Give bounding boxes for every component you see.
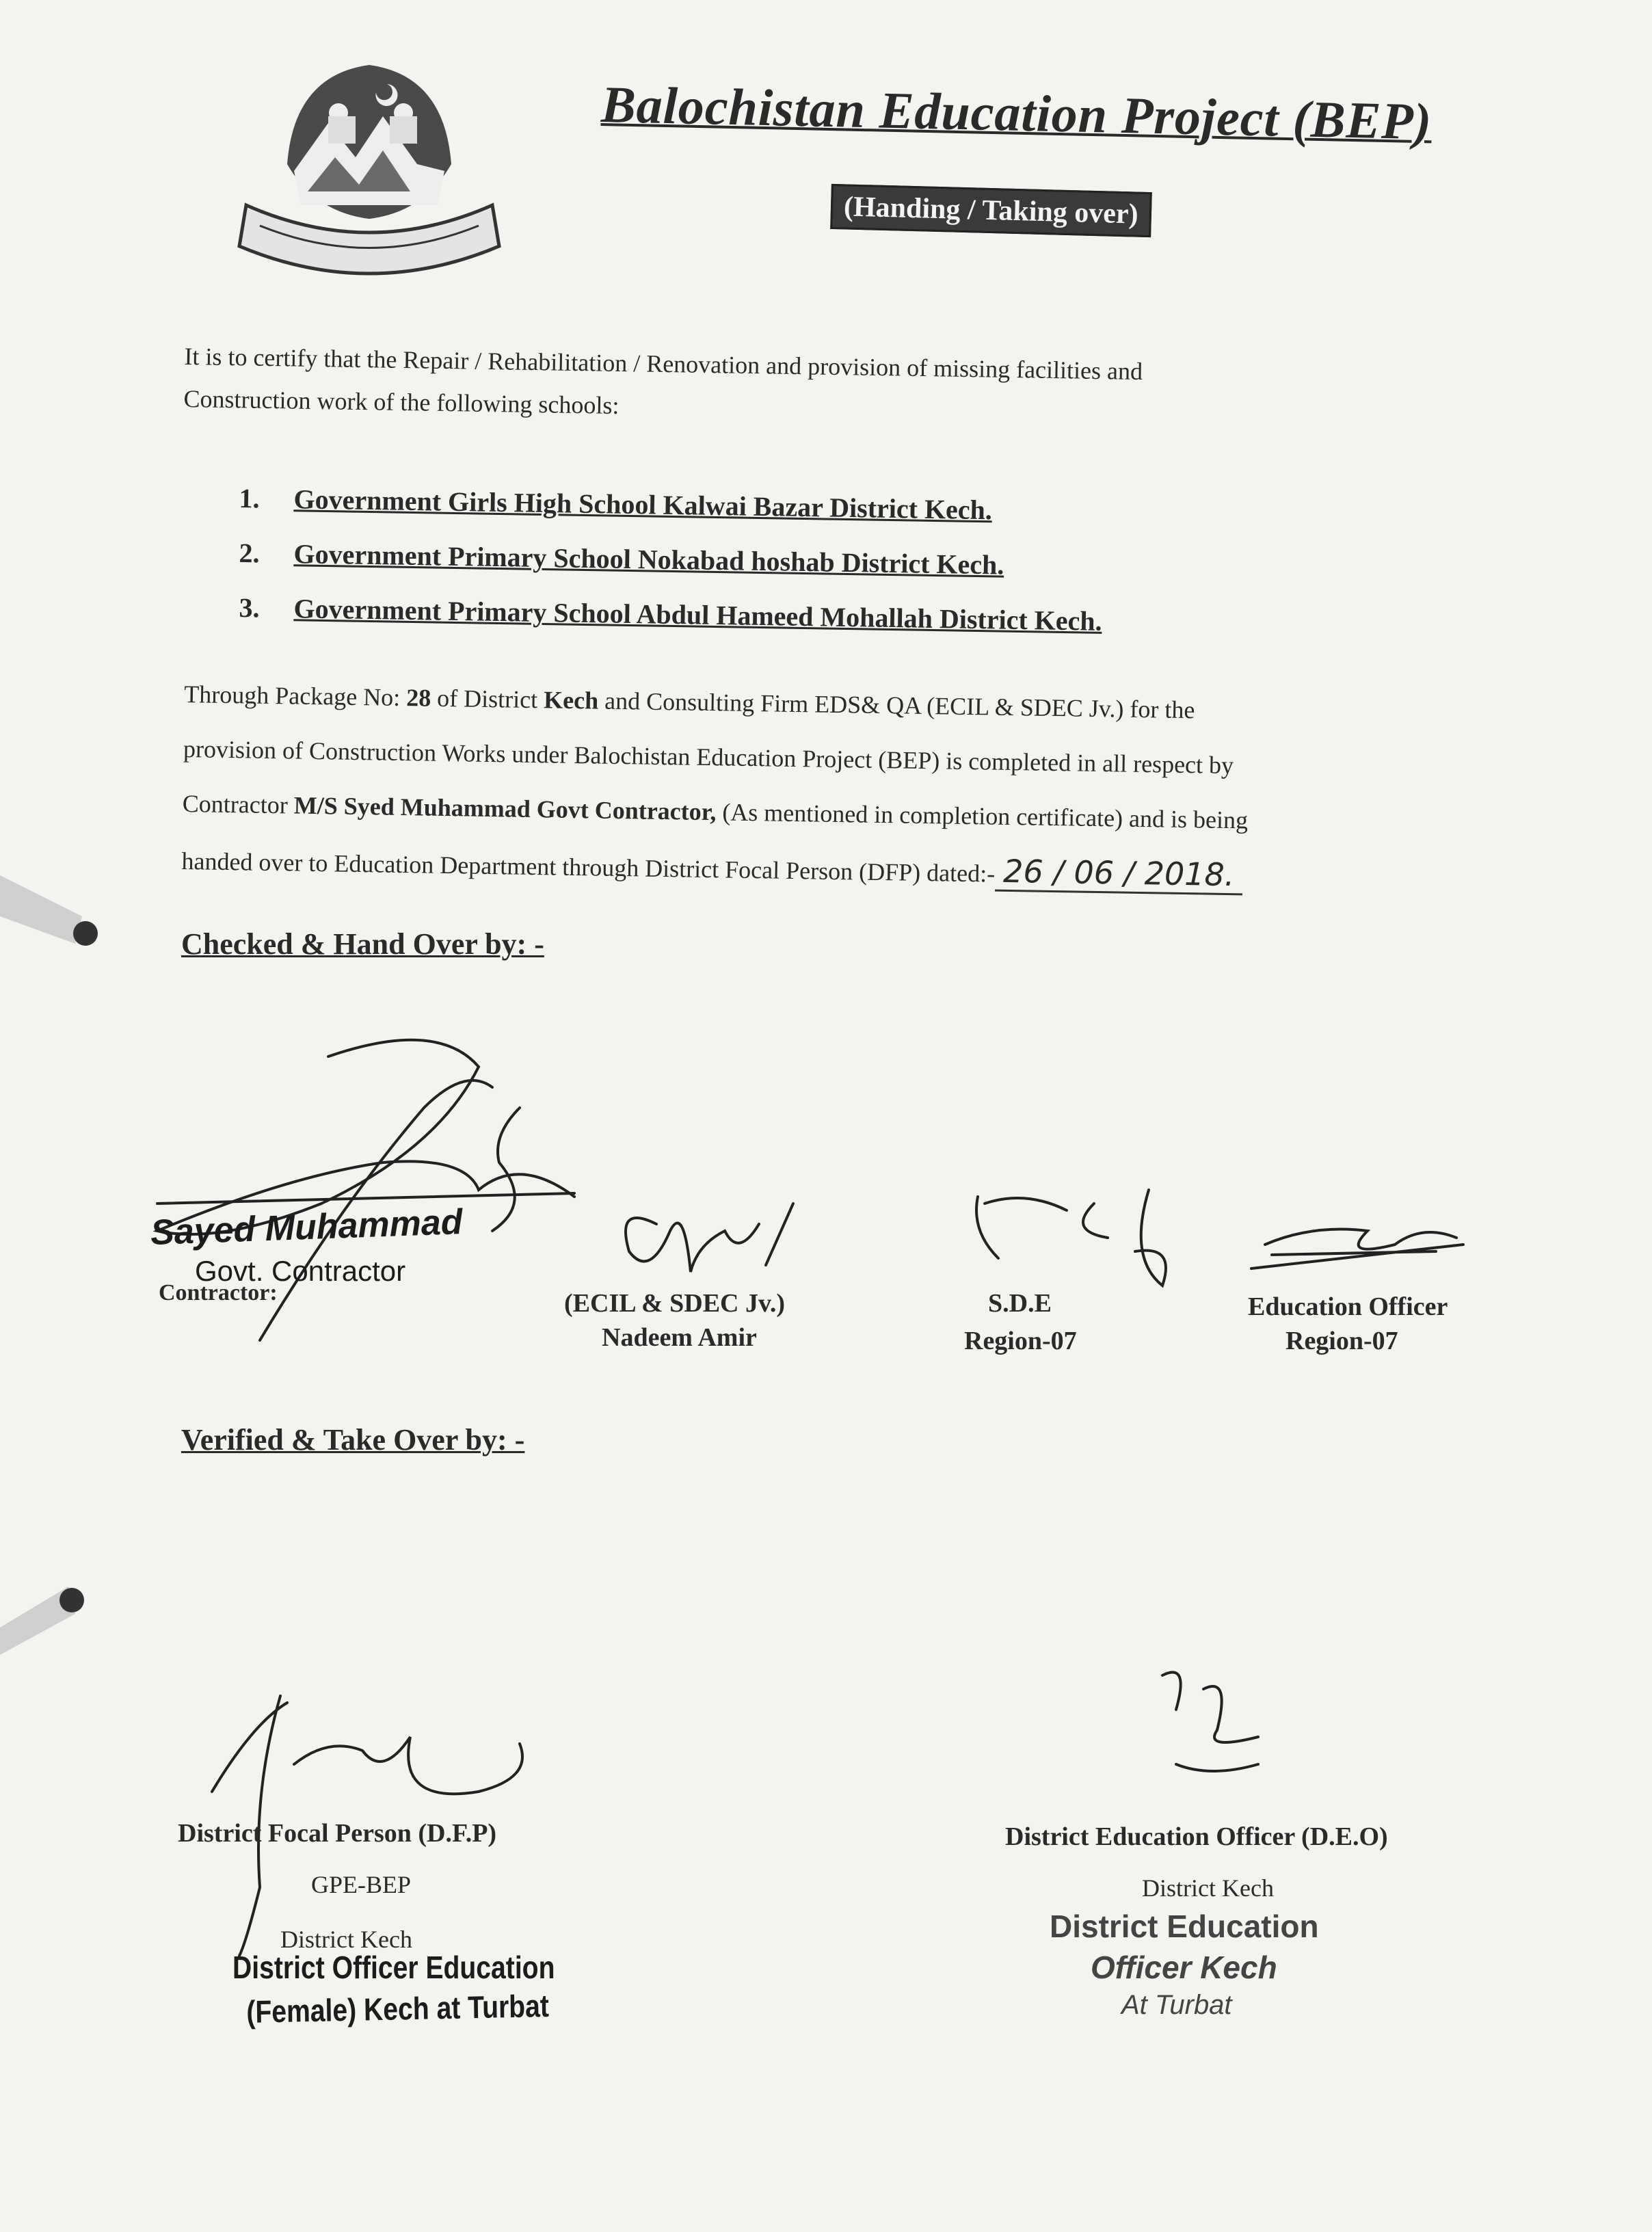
contractor-name: M/S Syed Muhammad Govt Contractor, <box>293 791 717 826</box>
dfp-org: GPE-BEP <box>311 1871 412 1898</box>
binder-clips <box>0 875 98 1655</box>
package-number: 28 <box>405 684 431 712</box>
deo-signature <box>1162 1673 1258 1771</box>
sde-role: S.D.E <box>988 1289 1052 1318</box>
deo-stamp-line-2: Officer Kech <box>1091 1950 1277 1985</box>
body-line-2: provision of Construction Works under Balochistan Education Project (BEP) is completed in all respect by <box>183 734 1234 780</box>
education-officer-region: Region-07 <box>1285 1327 1398 1355</box>
dfp-title: District Focal Person (D.F.P) <box>178 1819 497 1848</box>
dfp-stamp-line-1: District Officer Education <box>232 1950 555 1985</box>
education-officer-role: Education Officer <box>1248 1292 1448 1321</box>
school-name: Government Primary School Abdul Hameed Mohallah District Kech. <box>293 593 1102 637</box>
deo-stamp-line-3: At Turbat <box>1121 1990 1232 2020</box>
contractor-stamp-name: Sayed Muhammad <box>150 1202 464 1253</box>
document-title: Balochistan Education Project (BEP) <box>600 75 1433 151</box>
sde-region: Region-07 <box>964 1327 1077 1355</box>
checked-heading: Checked & Hand Over by: - <box>181 927 544 961</box>
list-number: 1. <box>239 482 260 514</box>
verified-heading: Verified & Take Over by: - <box>181 1423 525 1457</box>
intro-line-1: It is to certify that the Repair / Rehabilitation / Renovation and provision of missing facilities and <box>184 342 1143 386</box>
ecil-name: Nadeem Amir <box>602 1323 757 1352</box>
body-line-1: Through Package No: 28 of District Kech and Consulting Firm EDS& QA (ECIL & SDEC Jv.) for the <box>184 680 1195 724</box>
document-subtitle: (Handing / Taking over) <box>830 184 1151 237</box>
list-number: 2. <box>239 537 260 569</box>
sde-signature <box>976 1190 1166 1286</box>
deo-stamp-line-1: District Education <box>1050 1909 1319 1944</box>
deo-district: District Kech <box>1142 1874 1274 1902</box>
ecil-role: (ECIL & SDEC Jv.) <box>564 1289 786 1318</box>
dfp-district: District Kech <box>280 1926 412 1953</box>
list-number: 3. <box>239 592 260 624</box>
education-officer-signature <box>1251 1230 1463 1269</box>
school-name: Government Primary School Nokabad hoshab District Kech. <box>293 538 1004 581</box>
contractor-role: Contractor: <box>159 1280 278 1305</box>
deo-title: District Education Officer (D.E.O) <box>1005 1822 1388 1851</box>
body-line-4: handed over to Education Department through District Focal Person (DFP) dated:- 26 / 06 / 2018. <box>181 831 1590 910</box>
body-line-3: Contractor M/S Syed Muhammad Govt Contractor, (As mentioned in completion certificate) and is being <box>182 789 1249 834</box>
intro-line-2: Construction work of the following schools: <box>183 384 620 419</box>
school-name: Government Girls High School Kalwai Bazar District Kech. <box>293 483 993 526</box>
ecil-signature <box>626 1204 793 1272</box>
district-name: Kech <box>543 686 599 715</box>
handover-date: 26 / 06 / 2018. <box>995 853 1243 896</box>
contractor-stamp-title: Govt. Contractor <box>195 1255 406 1287</box>
dfp-stamp-line-2: (Female) Kech at Turbat <box>246 1987 550 2030</box>
